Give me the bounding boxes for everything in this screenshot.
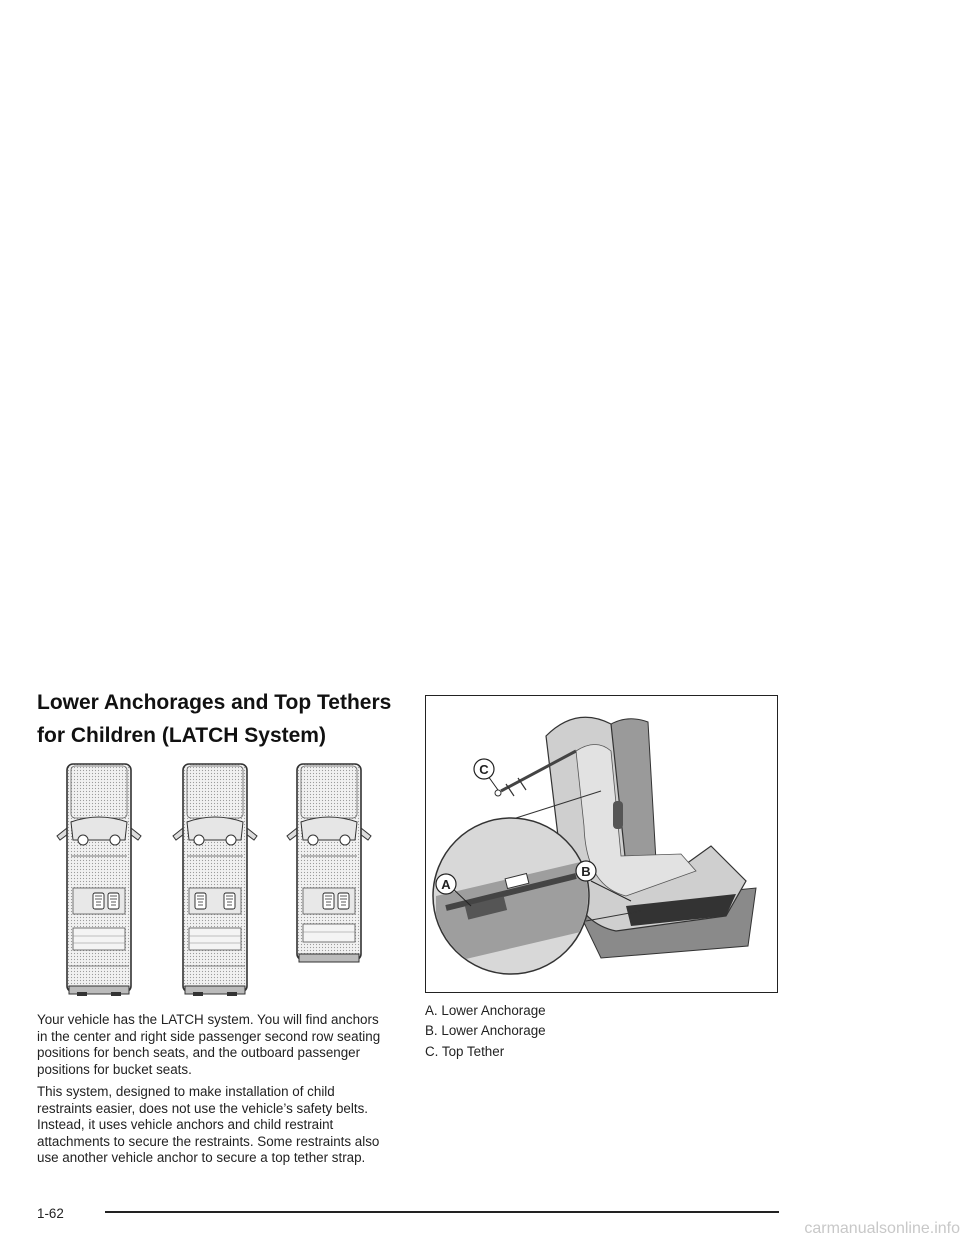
svg-text:B: B [581,864,591,879]
caption-a: A. Lower Anchorage [425,1003,546,1018]
callout-b [576,861,596,881]
figure-captions [425,1003,765,1064]
van-seating-figure [55,760,385,1000]
svg-text:C: C [479,762,489,777]
heading-line-2: for Children (LATCH System) [37,724,326,747]
callout-a [436,874,456,894]
caption-b: B. Lower Anchorage [425,1023,546,1039]
heading-line-1: Lower Anchorages and Top Tethers [37,691,392,714]
intro-paragraph: Your vehicle has the LATCH system. You will find anchors in the center and right side passenger second row seating positions for bench seats, and the outboard passenger positions for bucket seats. [37,1012,381,1077]
section-heading [37,686,397,752]
watermark: carmanualsonline.info [804,1220,960,1237]
child-seat-latch-diagram-icon [426,696,776,991]
system-paragraph: This system, designed to make installation of child restraints easier, does not use the vehicle’s safety belts. Instead, it uses vehicle anchors and child restraint attachments to secure the restraints. Some restraints also use another vehicle anchor to secure a top tether strap. [37,1084,380,1166]
page-number: 1-62 [37,1206,64,1221]
footer-rule [105,1211,779,1213]
callout-c [474,759,494,779]
caption-c: C. Top Tether [425,1043,505,1059]
van-seating-diagram-icon [55,760,385,1000]
child-seat-figure [425,695,778,993]
svg-text:A: A [441,877,451,892]
